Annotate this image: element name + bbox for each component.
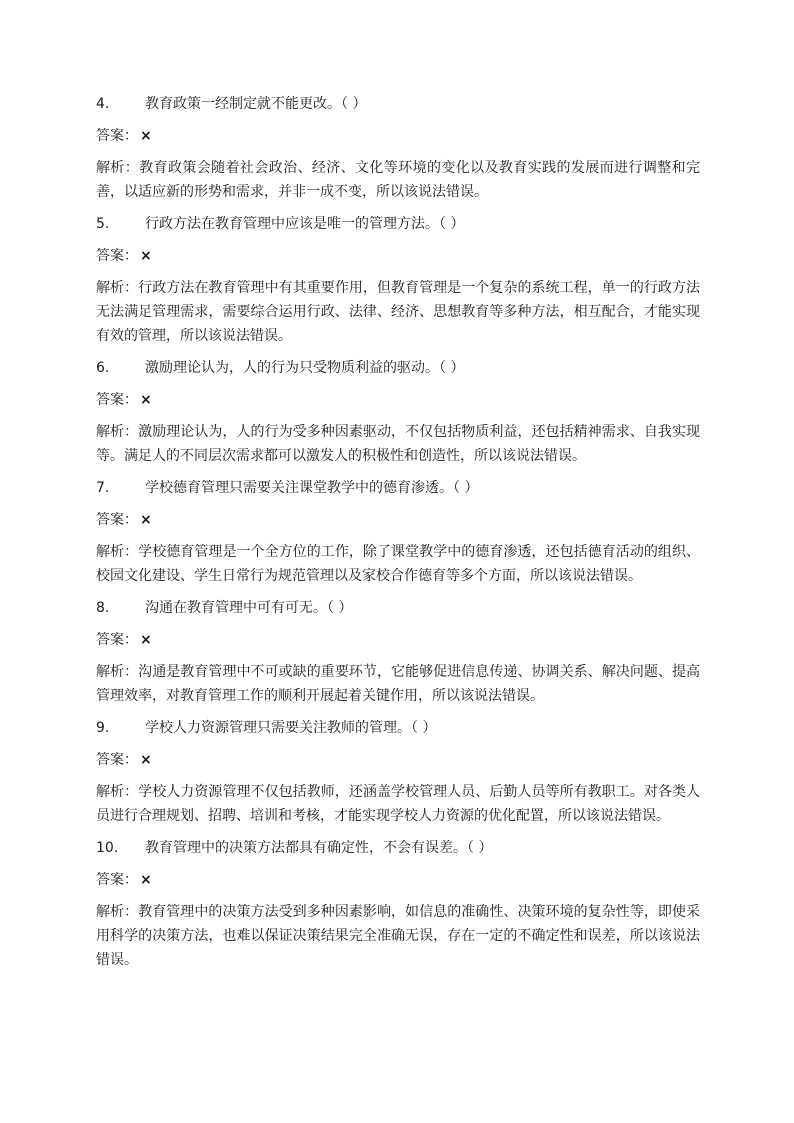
answer-label: 答案： [96,632,138,648]
question-block [96,716,700,836]
explanation [96,276,700,348]
explanation-label: 解析： [96,280,139,296]
question-text: 行政方法在教育管理中应该是唯一的管理方法。（ ） [145,216,465,232]
answer-label: 答案： [96,872,138,888]
explanation-label: 解析： [96,784,139,800]
answer-value: × [140,872,152,888]
question-line [96,476,700,500]
question-line [96,596,700,620]
explanation-text: 学校德育管理是一个全方位的工作，除了课堂教学中的德育渗透，还包括德育活动的组织、校园文化建设、学生日常行为规范管理以及家校合作德育等多个方面，所以该说法错误。 [96,544,701,584]
question-block [96,212,700,356]
answer-value: × [140,512,152,528]
question-number: 8. [96,600,110,616]
question-text: 沟通在教育管理中可有可无。（ ） [145,600,353,616]
explanation [96,540,700,588]
question-text: 学校德育管理只需要关注课堂教学中的德育渗透。（ ） [145,480,479,496]
explanation-text: 教育政策会随着社会政治、经济、文化等环境的变化以及教育实践的发展而进行调整和完善，以适应新的形势和需求，并非一成不变，所以该说法错误。 [96,160,700,200]
answer-line [96,748,700,772]
question-text: 教育管理中的决策方法都具有确定性，不会有误差。（ ） [145,840,493,856]
question-number: 6. [96,360,110,376]
explanation [96,156,700,204]
question-block [96,476,700,596]
explanation-label: 解析： [96,424,139,440]
explanation-label: 解析： [96,904,139,920]
explanation-text: 激励理论认为，人的行为受多种因素驱动，不仅包括物质利益，还包括精神需求、自我实现等。满足人的不同层次需求都可以激发人的积极性和创造性，所以该说法错误。 [96,424,701,464]
document-page [96,92,700,972]
answer-value: × [140,248,152,264]
question-number: 5. [96,216,110,232]
question-text: 学校人力资源管理只需要关注教师的管理。（ ） [145,720,437,736]
answer-line [96,508,700,532]
question-number: 9. [96,720,110,736]
answer-label: 答案： [96,512,138,528]
answer-line [96,388,700,412]
answer-label: 答案： [96,248,138,264]
question-block [96,356,700,476]
explanation-label: 解析： [96,160,140,176]
answer-line [96,868,700,892]
question-line [96,92,700,116]
explanation [96,780,700,828]
question-block [96,596,700,716]
question-line [96,836,700,860]
explanation-text: 行政方法在教育管理中有其重要作用，但教育管理是一个复杂的系统工程，单一的行政方法无法满足管理需求，需要综合运用行政、法律、经济、思想教育等多种方法，相互配合，才能实现有效的管理，所以该说法错误。 [96,280,701,344]
question-line [96,212,700,236]
explanation-text: 教育管理中的决策方法受到多种因素影响，如信息的准确性、决策环境的复杂性等，即使采用科学的决策方法，也难以保证决策结果完全准确无误，存在一定的不确定性和误差，所以该说法错误。 [96,904,701,968]
question-block [96,92,700,212]
answer-value: × [140,632,152,648]
question-block [96,836,700,972]
answer-line [96,628,700,652]
question-line [96,716,700,740]
answer-label: 答案： [96,392,138,408]
explanation [96,660,700,708]
explanation-text: 沟通是教育管理中不可或缺的重要环节，它能够促进信息传递、协调关系、解决问题、提高管理效率，对教育管理工作的顺利开展起着关键作用，所以该说法错误。 [96,664,701,704]
question-text: 激励理论认为，人的行为只受物质利益的驱动。（ ） [145,360,465,376]
question-number: 7. [96,480,110,496]
answer-line [96,244,700,268]
explanation-label: 解析： [96,544,139,560]
explanation-text: 学校人力资源管理不仅包括教师，还涵盖学校管理人员、后勤人员等所有教职工。对各类人员进行合理规划、招聘、培训和考核，才能实现学校人力资源的优化配置，所以该说法错误。 [96,784,701,824]
answer-value: × [140,752,152,768]
explanation [96,900,700,972]
answer-label: 答案： [96,128,138,144]
question-line [96,356,700,380]
answer-label: 答案： [96,752,138,768]
question-text: 教育政策一经制定就不能更改。（ ） [145,96,367,112]
explanation [96,420,700,468]
answer-value: × [140,128,152,144]
question-number: 4. [96,96,110,112]
explanation-label: 解析： [96,664,139,680]
question-number: 10. [96,840,119,856]
answer-line [96,124,700,148]
answer-value: × [140,392,152,408]
